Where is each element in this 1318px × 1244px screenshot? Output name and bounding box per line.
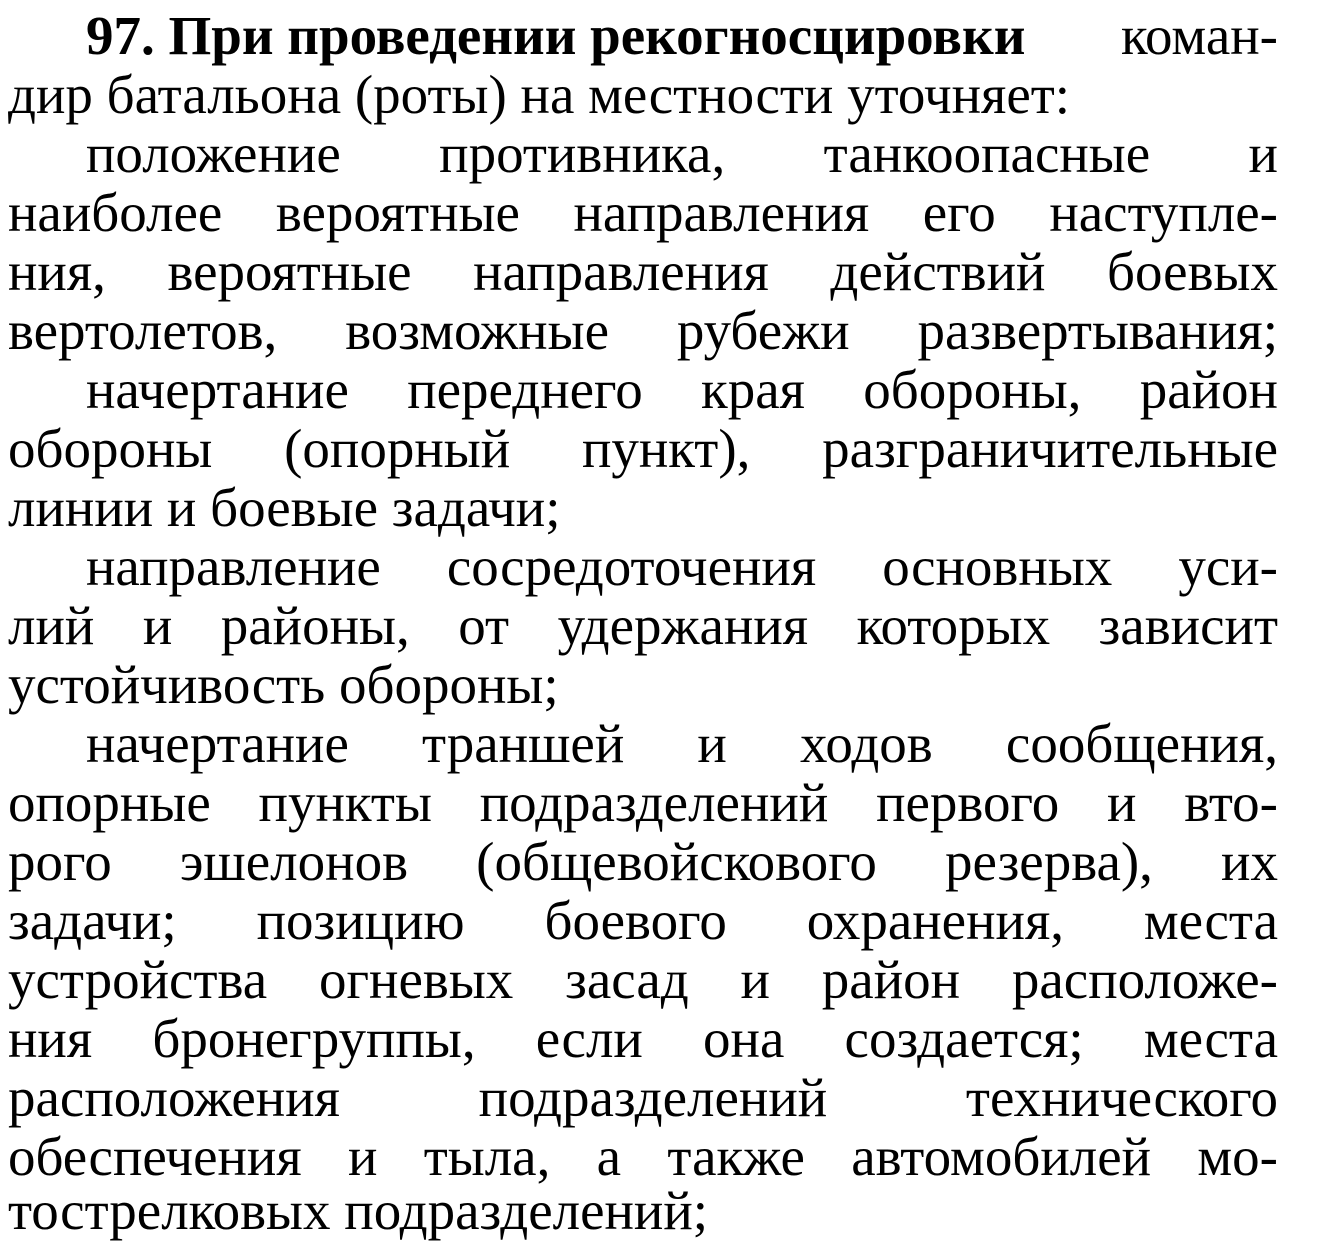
text-line [8,1008,1278,1070]
text-line-content: расположения подразделений технического [8,1067,1278,1128]
text-line [8,241,1278,303]
text-line-content: обороны (опорный пункт), разграничительные [8,418,1278,479]
paragraph-97-line-1 [86,5,1278,67]
text-line: дир батальона (роты) на местности уточняет: [8,64,1071,125]
text-line [8,1126,1278,1188]
text-line: линии и боевые задачи; [8,477,561,538]
text-line [8,831,1278,893]
text-line [8,182,1278,244]
text-line [8,949,1278,1011]
text-line-content: лий и районы, от удержания которых зависит [8,595,1278,656]
text-line-content: обеспечения и тыла, а также автомобилей мо- [8,1126,1278,1187]
text-line-content: направление сосредоточения основных уси- [86,536,1278,597]
text-line [86,536,1278,598]
text-line [86,123,1278,185]
text-line-content: ния, вероятные направления действий боевых [8,241,1278,302]
text-line-content: начертание переднего края обороны, район [86,359,1278,420]
text-line-content: рого эшелонов (общевойскового резерва), их [8,831,1278,892]
text-line [86,359,1278,421]
text-line-content: наиболее вероятные направления его наступле- [8,182,1278,243]
text-line [8,890,1278,952]
text-line-content: положение противника, танкоопасные и [86,123,1278,184]
text-line: коман- [1121,5,1278,66]
text-line [8,1067,1278,1129]
text-line-content: опорные пункты подразделений первого и вто- [8,772,1278,833]
text-line-content: ния бронегруппы, если она создается; места [8,1008,1278,1069]
paragraph-97-heading: 97. При проведении рекогносцировки [86,5,1026,66]
text-line [8,595,1278,657]
text-line-content: начертание траншей и ходов сообщения, [86,713,1278,774]
text-line-content: задачи; позицию боевого охранения, места [8,890,1278,951]
text-line-content: устройства огневых засад и район расположе- [8,949,1278,1010]
text-line-content: вертолетов, возможные рубежи развертывания; [8,300,1278,361]
text-line: тострелковых подразделений; [8,1180,709,1241]
text-line [8,300,1278,362]
text-line: устойчивость обороны; [8,654,559,715]
text-line [8,772,1278,834]
text-line [86,713,1278,775]
text-line [8,418,1278,480]
